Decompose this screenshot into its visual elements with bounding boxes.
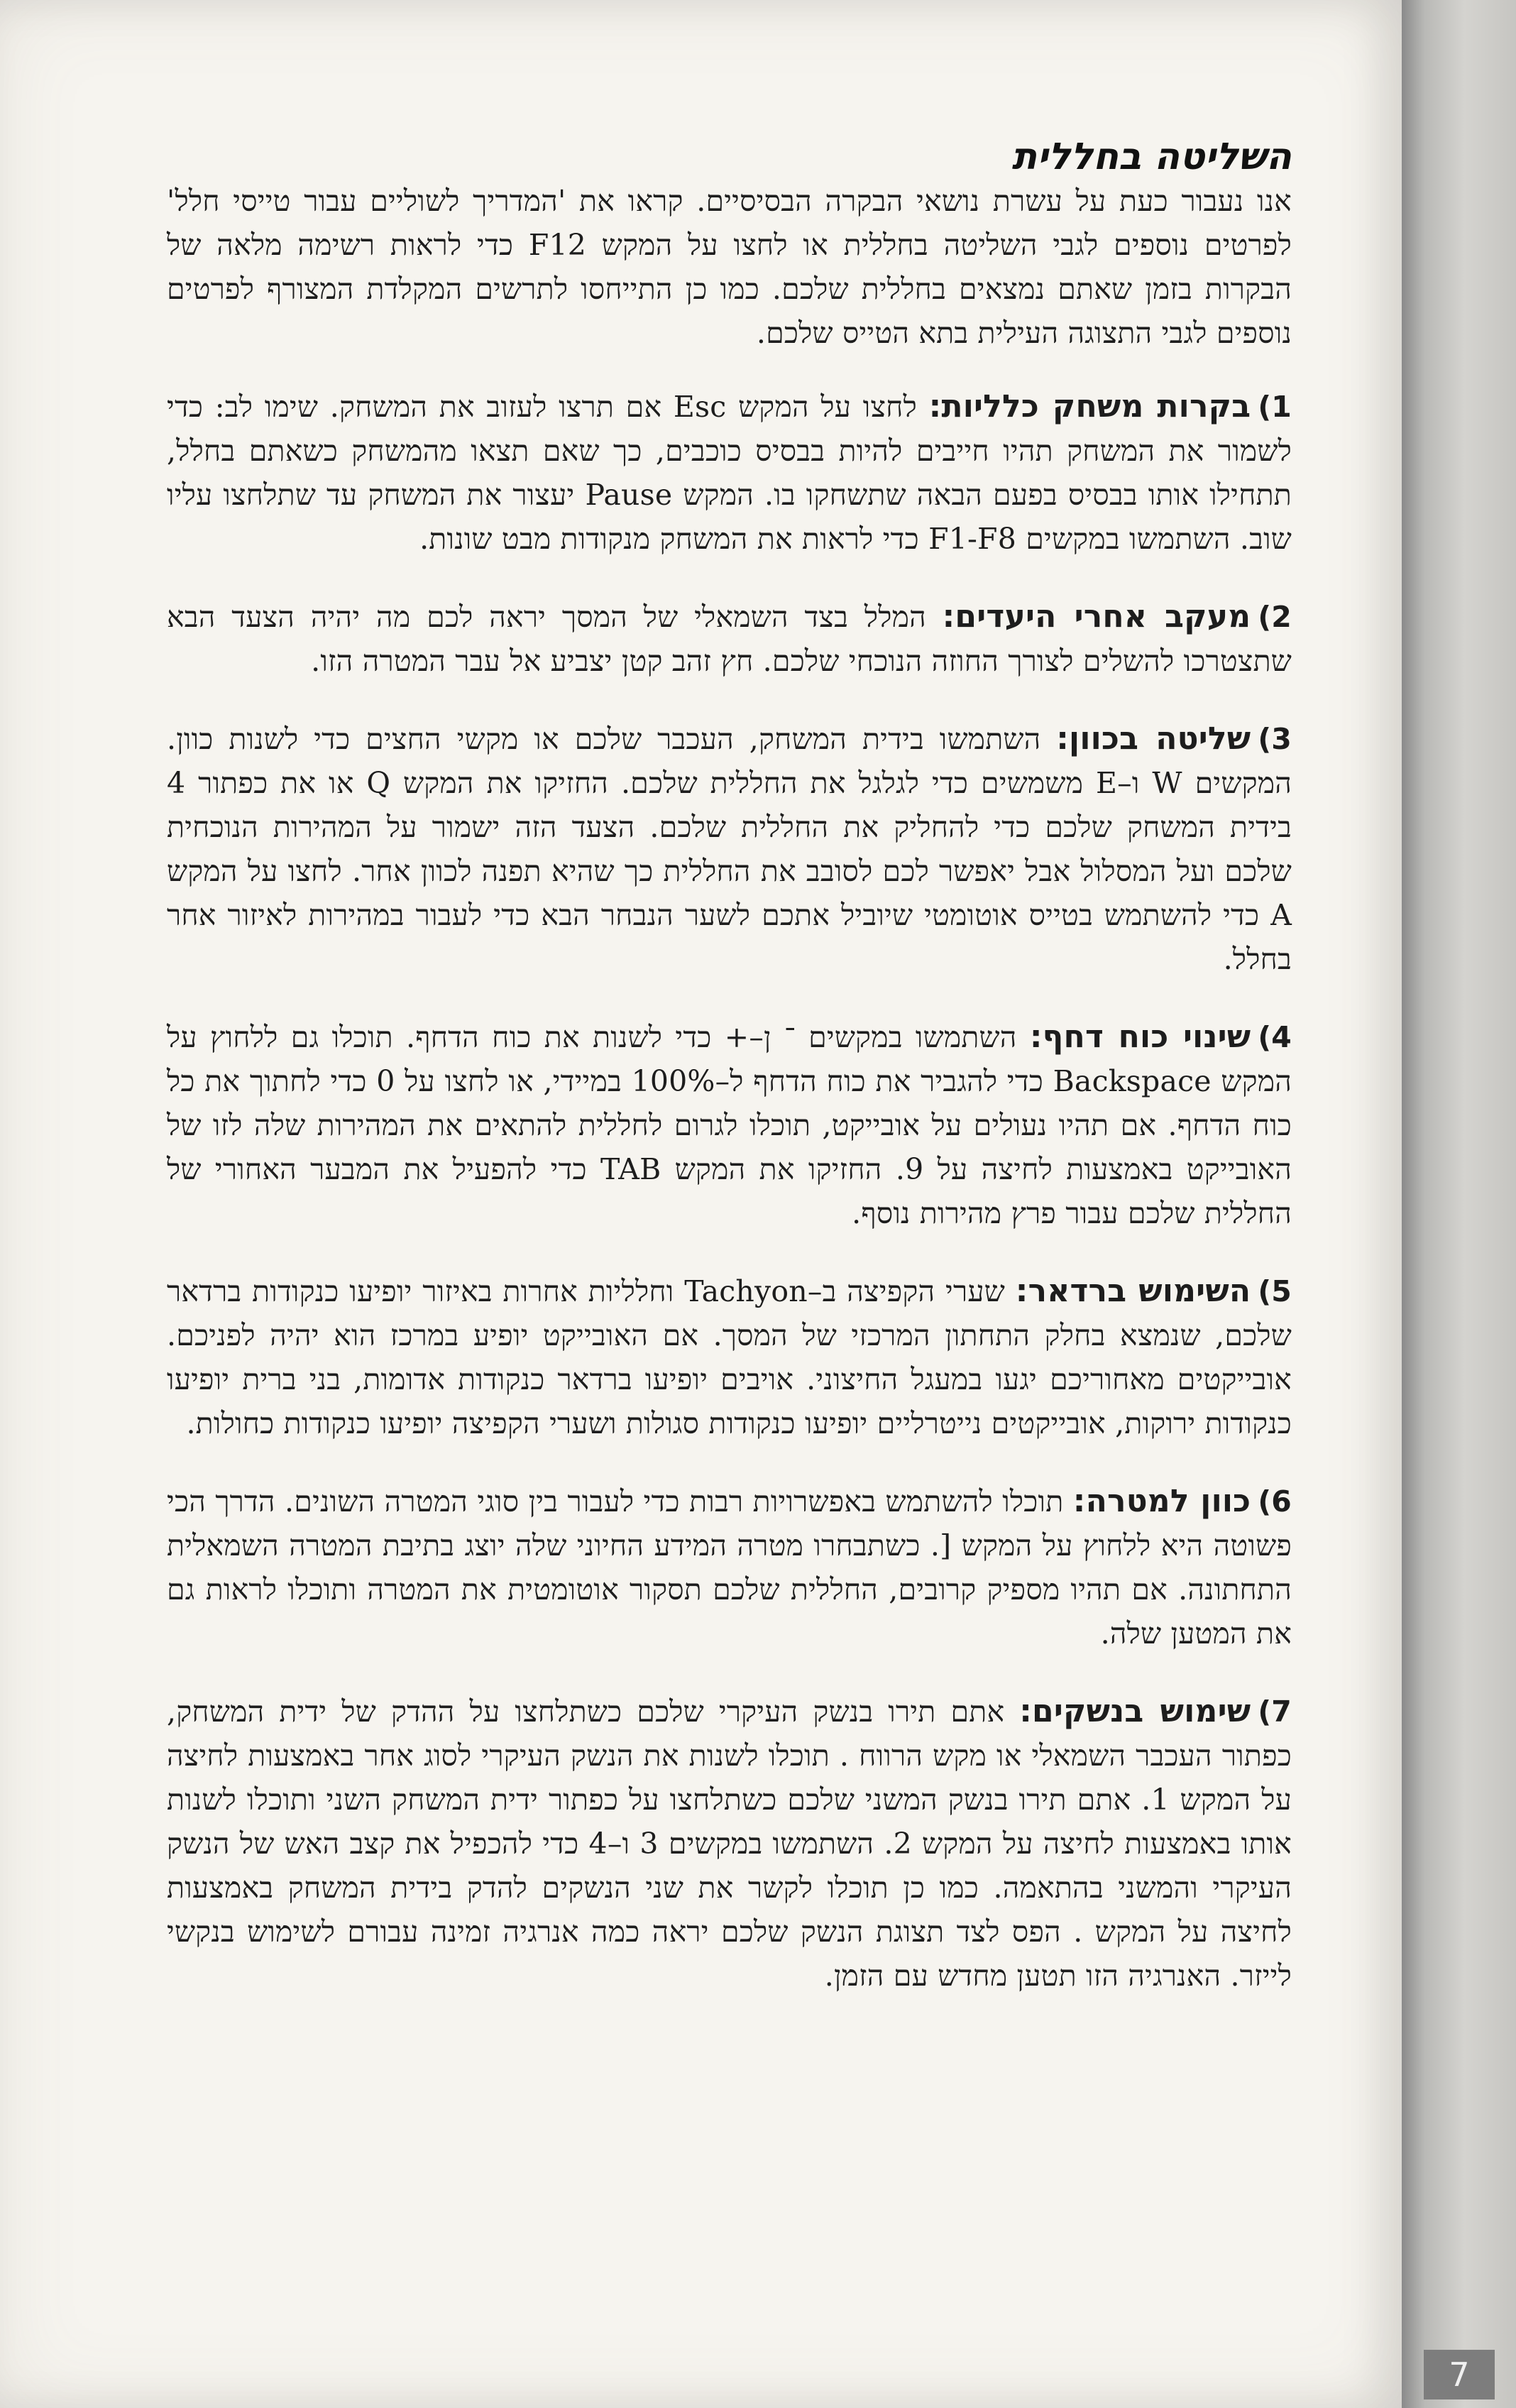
item-text: לחצו על המקש Esc אם תרצו לעזוב את המשחק. שימו לב: כדי לשמור את המשחק תהיו חייבים להיות בבסיס כוכבים, כך שאם תצאו מהמשחק כשאתם בחלל, תתחילו אותו בבסיס בפעם הבאה שתשחקו בו. המקש Pause יעצור את המשחק עד שתלחצו עליו שוב. השתמשו במקשים F1-F8 כדי לראות את המשחק מנקודות מבט שונות. — [167, 390, 1292, 556]
item-number: 6) — [1258, 1484, 1292, 1518]
list-item-thrust — [167, 1015, 1292, 1235]
item-text: אתם תירו בנשק העיקרי שלכם כשתלחצו על ההדק של ידית המשחק, כפתור העכבר השמאלי או מקש הרווח . תוכלו לשנות את הנשק העיקרי לסוג אחר באמצעות לחיצה על המקש 1. אתם תירו בנשק המשני שלכם כשתלחצו על כפתור ידית המשחק השני ותוכלו לשנות אותו באמצעות לחיצה על המקש 2. השתמשו במקשים 3 ו–4 כדי להכפיל את קצב האש של הנשק העיקרי והמשני בהתאמה. כמו כן תוכלו לקשר את שני הנשקים להדק בידית המשחק באמצעות לחיצה על המקש . הפס לצד תצוגת הנשק שלכם יראה כמה אנרגיה זמינה עבורם לשימוש בנקשי לייזר. האנרגיה הזו תטען מחדש עם הזמן. — [167, 1695, 1292, 1993]
page-edge-shadow — [1402, 0, 1516, 2408]
item-number: 1) — [1258, 390, 1292, 424]
item-heading: בקרות משחק כלליות: — [928, 388, 1251, 425]
item-heading: שליטה בכוון: — [1056, 721, 1251, 757]
section-title: השליטה בחללית — [1011, 136, 1292, 178]
item-text: המלל בצד השמאלי של המסך יראה לכם מה יהיה הצעד הבא שתצטרכו להשלים לצורך החוזה הנוכחי שלכם. חץ זהב קטן יצביע אל עבר המטרה הזו. — [167, 600, 1292, 678]
item-number: 4) — [1258, 1020, 1292, 1054]
item-heading: שימוש בנשקים: — [1019, 1693, 1251, 1729]
item-text: השתמשו בידית המשחק, העכבר שלכם או מקשי החצים כדי לשנות כוון. המקשים W ו–E משמשים כדי לגלגל את החללית שלכם. החזיקו את המקש Q או את כפתור 4 בידית המשחק שלכם כדי להחליק את החללית שלכם. הצעד הזה ישמור על המהירות הנוכחית שלכם ועל המסלול אבל יאפשר לכם לסובב את החללית כך שהיא תפנה לכוון אחר. לחצו על המקש A כדי להשתמש בטייס אוטומטי שיוביל אתכם לשער הנבחר הבא כדי לעבור במהירות לאיזור אחר בחלל. — [167, 722, 1292, 976]
item-heading: שינוי כוח דחף: — [1029, 1019, 1251, 1055]
list-item-weapons — [167, 1690, 1292, 1998]
list-item-radar — [167, 1269, 1292, 1445]
item-text: שערי הקפיצה ב–Tachyon וחלליות אחרות באיזור יופיעו כנקודות ברדאר שלכם, שנמצא בחלק התחתון המרכזי של המסך. אם האובייקט יופיע במרכז הוא יהיה לפניכם. אובייקטים מאחוריכם יגעו במעגל החיצוני. אויבים יופיעו ברדאר כנקודות אדומות, בני ברית יופיעו כנקודות ירוקות, אובייקטים נייטרליים יופיעו כנקודות סגולות ושערי הקפיצה יופיעו כנקודות כחולות. — [167, 1274, 1292, 1440]
manual-content — [167, 135, 1292, 2032]
item-number: 3) — [1258, 722, 1292, 756]
item-number: 2) — [1258, 600, 1292, 634]
item-heading: מעקב אחרי היעדים: — [942, 598, 1251, 635]
item-number: 7) — [1258, 1695, 1292, 1729]
item-heading: השימוש ברדאר: — [1015, 1273, 1251, 1309]
intro-paragraph: אנו נעבור כעת על עשרת נושאי הבקרה הבסיסיים. קראו את 'המדריך לשוליים עבור טייסי חלל' לפרטים נוספים לגבי השליטה בחללית או לחצו על המקש F12 כדי לראות רשימה מלאה של הבקרות בזמן שאתם נמצאים בחללית שלכם. כמו כן התייחסו לתרשים המקלדת המצורף לפרטים נוספים לגבי התצוגה העילית בתא הטייס שלכם. — [167, 184, 1292, 350]
item-heading: כוון למטרה: — [1072, 1483, 1251, 1519]
list-item-targeting — [167, 1479, 1292, 1656]
page-number: 7 — [1424, 2350, 1495, 2399]
item-number: 5) — [1258, 1274, 1292, 1308]
list-item-direction — [167, 717, 1292, 981]
list-item-general-controls — [167, 385, 1292, 561]
item-text: השתמשו במקשים ־ ן–+ כדי לשנות את כוח הדחף. תוכלו גם ללחוץ על המקש Backspace כדי להגביר את כוח הדחף ל–100% במיידי, או לחצו על 0 כדי לחתוך את כל כוח הדחף. אם תהיו נעולים על אובייקט, תוכלו לגרום לחללית להתאים את המהירות שלה לזו של האובייקט באמצעות לחיצה על 9. החזיקו את המקש TAB כדי להפעיל את המבער האחורי של החללית שלכם עבור פרץ מהירות נוסף. — [167, 1020, 1292, 1230]
item-text: תוכלו להשתמש באפשרויות רבות כדי לעבור בין סוגי המטרה השונים. הדרך הכי פשוטה היא ללחוץ על המקש [. כשתבחרו מטרה המידע החיוני שלה יוצג בתיבת המטרה השמאלית התחתונה. אם תהיו מספיק קרובים, החללית שלכם תסקור אוטומטית את המטרה ותוכלו לראות גם את המטען שלה. — [167, 1484, 1292, 1651]
list-item-objectives — [167, 595, 1292, 683]
